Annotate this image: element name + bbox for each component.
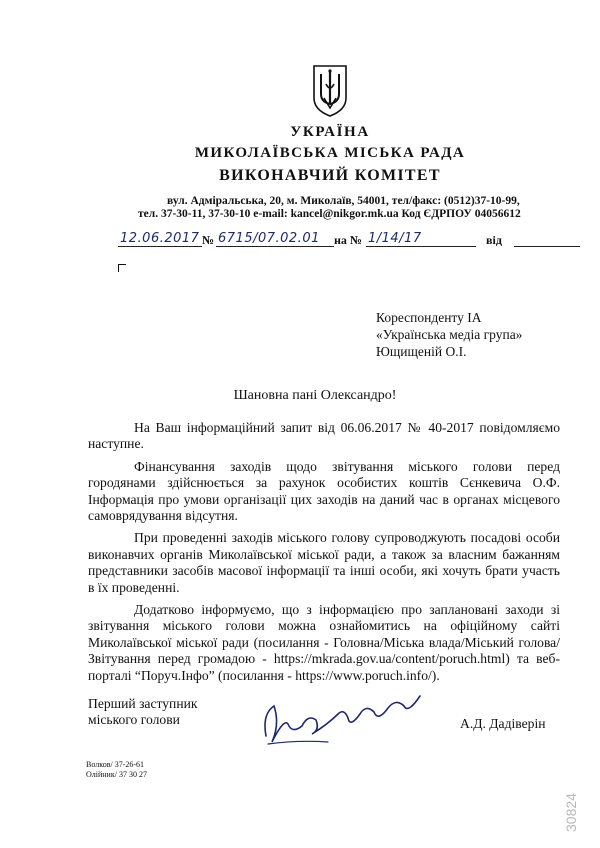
signer-title-line: міського голови bbox=[88, 712, 180, 727]
salutation: Шановна пані Олександро! bbox=[233, 388, 397, 403]
body-paragraph: Додатково інформуємо, що з інформацією про заплановані заходи зі звітування міського голови можна ознайомитись на офіційному сайті Миколаївської міської ради (посилання - Головна/Міська влада/Міський голова/Звітування перед громадою - https://mkrada.gov.ua/content/poruch.html) та веб-порталі “Поруч.Інфо” (посилання - https://www.poruch.info/). bbox=[88, 602, 560, 683]
signer-name: А.Д. Дадіверін bbox=[460, 716, 546, 731]
body-paragraph: При проведенні заходів міського голову супроводжують посадові особи виконавчих органів Миколаївської міської ради, а також за власним бажанням представники засобів масової інформації та інші особи, які хочуть брати участь в їх проведенні. bbox=[88, 530, 560, 595]
address-line-2: тел. 37-30-11, 37-30-10 e-mail: kancel@nikgor.mk.ua Код ЄДРПОУ 04056612 bbox=[138, 208, 521, 220]
registration-line bbox=[118, 231, 580, 249]
executors-block bbox=[86, 760, 147, 780]
stamp-number: 30824 bbox=[563, 793, 579, 832]
signer-title bbox=[88, 696, 198, 728]
registration-date: 12.06.2017 bbox=[120, 231, 200, 246]
recipient-block bbox=[376, 309, 522, 360]
body-paragraph: На Ваш інформаційний запит від 06.06.2017 № 40-2017 повідомляємо наступне. bbox=[88, 420, 560, 452]
signer-title-line: Перший заступник bbox=[88, 696, 198, 711]
executor-line: Олійник/ 37 30 27 bbox=[86, 770, 147, 779]
committee-heading: ВИКОНАВЧИЙ КОМІТЕТ bbox=[219, 167, 441, 184]
recipient-line: Кореспонденту ІА bbox=[376, 310, 482, 325]
registration-number: 6715/07.02.01 bbox=[218, 231, 320, 246]
handwritten-signature-icon bbox=[258, 684, 428, 756]
address-corner-mark bbox=[118, 264, 126, 272]
address-line-1: вул. Адміральська, 20, м. Миколаїв, 54001, тел/факс: (0512)37-10-99, bbox=[167, 195, 520, 207]
reference-label: на № bbox=[334, 233, 362, 247]
recipient-line: «Українська медіа група» bbox=[376, 327, 523, 342]
body-paragraph: Фінансування заходів щодо звітування міського голови перед городянами здійснюється за рахунок особистих коштів Сєнкевича О.Ф. Інформація про умови організації цих заходів на даний час в органах місцевого самоврядування відсутня. bbox=[88, 458, 560, 524]
tryzub-emblem-icon bbox=[312, 64, 348, 118]
from-label: від bbox=[486, 233, 502, 247]
country-heading: УКРАЇНА bbox=[290, 124, 370, 140]
reference-number: 1/14/17 bbox=[368, 231, 422, 246]
incoming-number-stamp bbox=[558, 774, 584, 834]
number-label: № bbox=[202, 233, 215, 247]
executor-line: Волков/ 37-26-61 bbox=[86, 760, 145, 769]
recipient-line: Ющищеній О.І. bbox=[376, 344, 467, 359]
letter-body bbox=[88, 420, 560, 690]
council-heading: МИКОЛАЇВСЬКА МІСЬКА РАДА bbox=[194, 145, 466, 161]
